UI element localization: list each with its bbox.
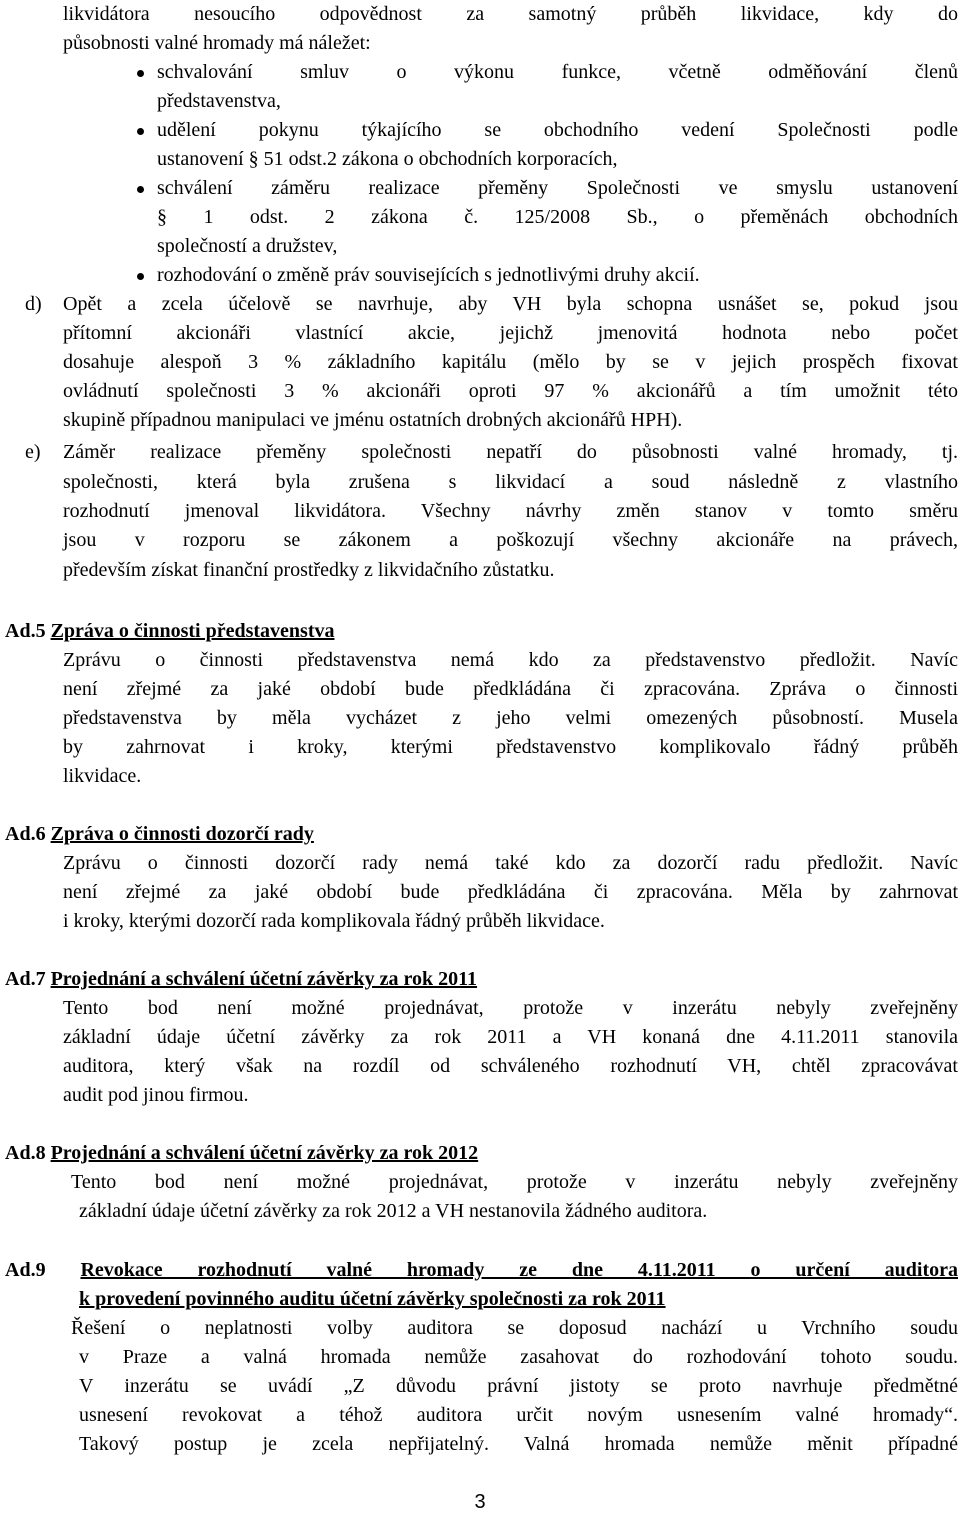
text-line: především získat finanční prostředky z likvidačního zůstatku. — [63, 559, 555, 581]
bullet-icon — [137, 273, 144, 280]
text-line: rozhodnutí jmenoval likvidátora. Všechny návrhy změn stanov v tomto směru — [63, 500, 958, 522]
text-line: skupině případnou manipulaci ve jménu ostatních drobných akcionářů HPH). — [63, 409, 683, 431]
text-line: jsou v rozporu se zákonem a poškozují všechny akcionáře na právech, — [63, 529, 958, 551]
text-line: působnosti valné hromady má náležet: — [63, 32, 371, 54]
text-line: Opět a zcela účelově se navrhuje, aby VH byla schopna usnášet se, pokud jsou — [63, 293, 958, 315]
text-line: ustanovení § 51 odst.2 zákona o obchodních korporacích, — [157, 148, 618, 170]
text-line: likvidátora nesoucího odpovědnost za samotný průběh likvidace, kdy do — [63, 3, 958, 25]
text-line: by zahrnovat i kroky, kterými představenstvo komplikovalo řádný průběh — [63, 736, 958, 758]
text-line: V inzerátu se uvádí „Z důvodu právní jistoty se proto navrhuje předmětné — [79, 1375, 958, 1397]
list-marker: d) — [25, 293, 42, 315]
page-number: 3 — [474, 1491, 486, 1513]
text-line: ovládnutí společnosti 3 % akcionáři oproti 97 % akcionářů a tím umožnit této — [63, 380, 958, 402]
section-heading: Ad.6 Zpráva o činnosti dozorčí rady — [5, 823, 314, 845]
text-line: audit pod jinou firmou. — [63, 1084, 249, 1106]
text-line: § 1 odst. 2 zákona č. 125/2008 Sb., o přeměnách obchodních — [157, 206, 958, 228]
text-line: Řešení o neplatnosti volby auditora se doposud nachází u Vrchního soudu — [71, 1317, 958, 1339]
text-line: společnosti, která byla zrušena s likvidací a soud následně z vlastního — [63, 471, 958, 493]
section-heading: Ad.9 Revokace rozhodnutí valné hromady ze dne 4.11.2011 o určení auditora — [5, 1259, 958, 1281]
text-line: základní údaje účetní závěrky za rok 2011 a VH konaná dne 4.11.2011 stanovila — [63, 1026, 958, 1048]
text-line: Zprávu o činnosti představenstva nemá kdo za představenstvo předložit. Navíc — [63, 649, 958, 671]
text-line: udělení pokynu týkajícího se obchodního vedení Společnosti podle — [157, 119, 958, 141]
text-line: Tento bod není možné projednávat, protože v inzerátu nebyly zveřejněny — [63, 997, 958, 1019]
text-line: není zřejmé za jaké období bude předkládána či zpracována. Zpráva o činnosti — [63, 678, 958, 700]
bullet-icon — [137, 70, 144, 77]
section-heading: Ad.5 Zpráva o činnosti představenstva — [5, 620, 335, 642]
text-line: v Praze a valná hromada nemůže zasahovat do rozhodování tohoto soudu. — [79, 1346, 958, 1368]
text-line: i kroky, kterými dozorčí rada komplikovala řádný průběh likvidace. — [63, 910, 605, 932]
text-line: dosahuje alespoň 3 % základního kapitálu (mělo by se v jejich prospěch fixovat — [63, 351, 958, 373]
text-line: představenstva, — [157, 90, 281, 112]
text-line: schvalování smluv o výkonu funkce, včetně odměňování členů — [157, 61, 958, 83]
text-line: schválení záměru realizace přeměny Společnosti ve smyslu ustanovení — [157, 177, 958, 199]
text-line: přítomní akcionáři vlastnící akcie, jejichž jmenovitá hodnota nebo počet — [63, 322, 958, 344]
text-line: rozhodování o změně práv souvisejících s jednotlivými druhy akcií. — [157, 264, 700, 286]
list-marker: e) — [25, 441, 41, 463]
text-line: likvidace. — [63, 765, 142, 787]
text-line: základní údaje účetní závěrky za rok 2012 a VH nestanovila žádného auditora. — [79, 1200, 708, 1222]
bullet-icon — [137, 186, 144, 193]
text-line: Tento bod není možné projednávat, protože v inzerátu nebyly zveřejněny — [71, 1171, 958, 1193]
section-heading: Ad.7 Projednání a schválení účetní závěrky za rok 2011 — [5, 968, 478, 990]
bullet-icon — [137, 128, 144, 135]
text-line: společností a družstev, — [157, 235, 338, 257]
text-line: Takový postup je zcela nepřijatelný. Valná hromada nemůže měnit případné — [79, 1433, 958, 1455]
section-heading: Ad.8 Projednání a schválení účetní závěrky za rok 2012 — [5, 1142, 479, 1164]
text-line: auditora, který však na rozdíl od schváleného rozhodnutí VH, chtěl zpracovávat — [63, 1055, 958, 1077]
text-line: Zprávu o činnosti dozorčí rady nemá také kdo za dozorčí radu předložit. Navíc — [63, 852, 958, 874]
section-heading-continued: k provedení povinného auditu účetní závěrky společnosti za rok 2011 — [79, 1288, 666, 1310]
text-line: usnesení revokovat a téhož auditora určit novým usnesením valné hromady“. — [79, 1404, 958, 1426]
text-line: představenstva by měla vycházet z jeho velmi omezených působností. Musela — [63, 707, 958, 729]
text-line: Záměr realizace přeměny společnosti nepatří do působnosti valné hromady, tj. — [63, 441, 958, 463]
text-line: není zřejmé za jaké období bude předkládána či zpracována. Měla by zahrnovat — [63, 881, 958, 903]
